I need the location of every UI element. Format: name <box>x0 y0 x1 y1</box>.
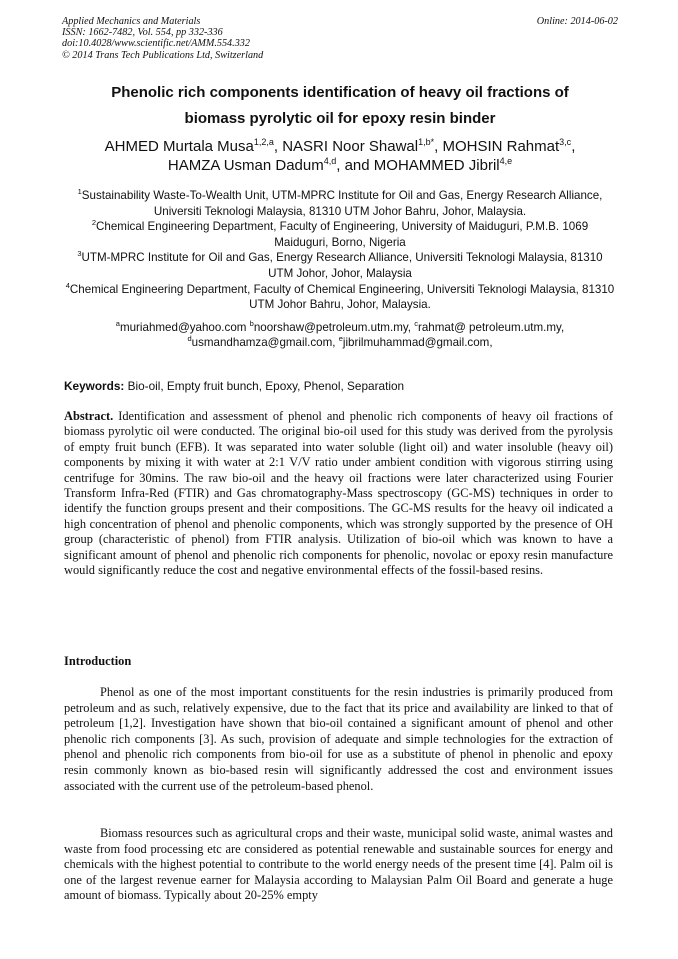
email-sup: b <box>249 319 254 329</box>
title-line-1: Phenolic rich components identification of heavy oil fractions of <box>111 84 569 101</box>
author-separator: , and <box>336 157 374 174</box>
journal-name: Applied Mechanics and Materials <box>62 16 201 27</box>
affiliation-text: Chemical Engineering Department, Faculty of Chemical Engineering, Universiti Teknologi Malaysia, 81310 UTM Johor Bahru, Johor, Malaysia. <box>69 282 615 312</box>
introduction-heading: Introduction <box>64 654 132 668</box>
title-line-2: biomass pyrolytic oil for epoxy resin binder <box>184 110 496 127</box>
email-list <box>64 320 616 351</box>
author-separator: , <box>434 138 443 155</box>
author-name: HAMZA Usman Dadum <box>167 157 324 174</box>
doi-line[interactable]: doi:10.4028/www.scientific.net/AMM.554.332 <box>62 38 250 50</box>
email-sup: d <box>187 334 192 344</box>
introduction-paragraph-1: Phenol as one of the most important constituents for the resin industries is primarily produced from petroleum and as such, relatively expensive, due to the fact that its price and availability are linked to that of petroleum [1,2]. Investigation have shown that bio-oil contained a significant amount of phenol and other phenolic rich components [3]. As such, provision of adequate and simple technologies for the extraction of phenol and phenolic rich components from bio-oil for use as a substitute of phenol in phenolic and epoxy resin commonly known as bio-based resin will significantly addressed the cost and environment issues associated with the current use of the petroleum-based phenol. <box>64 685 613 793</box>
author-name: MOHAMMED Jibril <box>373 157 500 174</box>
affiliation-number: 2 <box>91 218 97 228</box>
email-link[interactable]: muriahmed@yahoo.com <box>119 321 250 334</box>
abstract-text: Identification and assessment of phenol and phenolic rich components of heavy oil fractions of biomass pyrolytic oil were conducted. The original bio-oil used for this study was derived from the pyrolysis of empty fruit bunch (EFB). It was separated into water soluble (light oil) and water insoluble (heavy oil) components by mixing it with water at 2:1 V/V ratio under ambient condition with vigorous stirring using centrifuge for 30mins. The raw bio-oil and the heavy oil fractions were later characterized using Fourier Transform Infra-Red (FTIR) and Gas chromatography-Mass spectroscopy (GC-MS) techniques in order to identify the function groups present and their compositions. The GC-MS results for the heavy oil indicated a high concentration of phenol and phenolic components, which was strongly supported by the presence of OH group (characteristic of phenol) from FTIR analysis. Utilization of bio-oil which was known to have a significant amount of phenol and phenolic rich components for phenolic, novolac or epoxy resin manufacture would significantly reduce the cost and negative environmental effects of the fossil-based resins. <box>64 409 613 578</box>
author-affil-sup: 1,b* <box>418 137 435 147</box>
affiliation-number: 1 <box>77 187 82 197</box>
abstract-paragraph <box>64 409 613 578</box>
email-sup: c <box>414 319 418 329</box>
journal-info <box>62 16 618 61</box>
online-date: Online: 2014-06-02 <box>536 16 618 27</box>
email-link[interactable]: rahmat@ petroleum.utm.my, <box>417 321 565 334</box>
author-name: MOHSIN Rahmat <box>442 138 560 155</box>
affiliation-list <box>64 188 616 313</box>
issn-line: ISSN: 1662-7482, Vol. 554, pp 332-336 <box>62 27 223 39</box>
email-link[interactable]: jibrilmuhammad@gmail.com, <box>342 336 493 350</box>
author-name: NASRI Noor Shawal <box>282 138 419 155</box>
author-affil-sup: 4,e <box>499 156 513 166</box>
email-sup: a <box>115 319 120 329</box>
keywords-line <box>64 378 616 394</box>
paper-title <box>62 80 618 132</box>
affiliation-item <box>64 250 616 281</box>
email-sup: e <box>338 334 343 344</box>
affiliation-number: 3 <box>77 249 82 259</box>
author-list <box>62 137 618 175</box>
affiliation-text: Sustainability Waste-To-Wealth Unit, UTM-MPRC Institute for Oil and Gas, Energy Research Alliance, Universiti Teknologi Malaysia, 81310 UTM Johor Bahru, Johor, Malaysia. <box>81 189 603 218</box>
publication-header <box>62 16 618 61</box>
author-affil-sup: 3,c <box>559 137 572 147</box>
email-link[interactable]: noorshaw@petroleum.utm.my, <box>253 321 415 334</box>
author-name: AHMED Murtala Musa <box>104 138 254 155</box>
affiliation-item <box>64 282 616 313</box>
author-separator: , <box>273 138 283 155</box>
affiliation-text: UTM-MPRC Institute for Oil and Gas, Energy Research Alliance, Universiti Teknologi Malaysia, 81310 UTM Johor, Johor, Malaysia <box>81 251 603 280</box>
introduction-paragraph-2: Biomass resources such as agricultural crops and their waste, municipal solid waste, animal wastes and waste from food processing etc are considered as potential renewable and sustainable sources for energy and chemicals with the highest potential to contribute to the world energy needs of the present time [4]. Palm oil is one of the largest revenue earner for Malaysia according to Malaysian Palm Oil Board and generate a huge amount of biomass. Typically about 20-25% empty <box>64 826 613 903</box>
author-affil-sup: 4,d <box>323 156 337 166</box>
abstract-label: Abstract. <box>64 409 114 423</box>
email-link[interactable]: usmandhamza@gmail.com, <box>191 336 339 350</box>
keywords-label: Keywords: <box>64 379 125 393</box>
affiliation-item <box>64 219 616 250</box>
keywords-text: Bio-oil, Empty fruit bunch, Epoxy, Phenol, Separation <box>124 379 405 393</box>
affiliation-number: 4 <box>65 280 70 290</box>
author-affil-sup: 1,2,a <box>253 137 274 147</box>
copyright-line: © 2014 Trans Tech Publications Ltd, Switzerland <box>62 49 264 61</box>
author-separator: , <box>571 138 576 155</box>
affiliation-text: Chemical Engineering Department, Faculty of Engineering, University of Maiduguri, P.M.B. 1069 Maiduguri, Borno, Nigeria <box>96 220 589 249</box>
affiliation-item <box>64 188 616 219</box>
